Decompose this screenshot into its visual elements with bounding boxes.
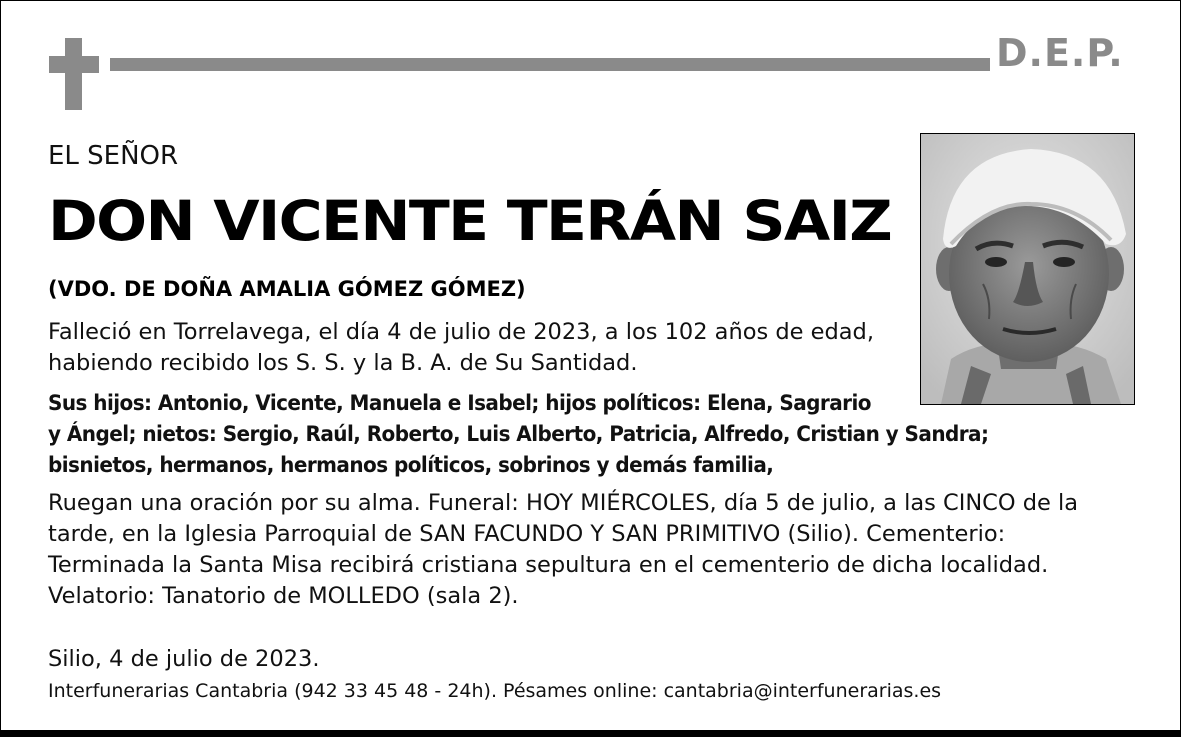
funeral-home-footer: Interfunerarias Cantabria (942 33 45 48 - 24h). Pésames online: cantabria@interfunerarias.es bbox=[48, 680, 942, 702]
death-line: Falleció en Torrelavega, el día 4 de julio de 2023, a los 102 años de edad, bbox=[48, 319, 874, 345]
death-line: habiendo recibido los S. S. y la B. A. de Su Santidad. bbox=[48, 350, 638, 376]
title-prefix: EL SEÑOR bbox=[48, 141, 179, 171]
family-line: y Ángel; nietos: Sergio, Raúl, Roberto, Luis Alberto, Patricia, Alfredo, Cristian y Sandra; bbox=[48, 422, 989, 447]
cross-icon bbox=[49, 38, 99, 110]
family-list bbox=[48, 388, 988, 481]
widower-note: (VDO. DE DOÑA AMALIA GÓMEZ GÓMEZ) bbox=[48, 277, 526, 301]
death-notice bbox=[48, 317, 874, 379]
bottom-border bbox=[1, 730, 1180, 736]
funeral-line: tarde, en la Iglesia Parroquial de SAN FACUNDO Y SAN PRIMITIVO (Silio). Cementerio: bbox=[48, 521, 1006, 547]
funeral-line: Terminada la Santa Misa recibirá cristiana sepultura en el cementerio de dicha localidad. bbox=[48, 552, 1049, 578]
funeral-line: Velatorio: Tanatorio de MOLLEDO (sala 2). bbox=[48, 583, 519, 609]
family-line: bisnietos, hermanos, hermanos políticos, sobrinos y demás familia, bbox=[48, 453, 774, 478]
place-date: Silio, 4 de julio de 2023. bbox=[48, 646, 320, 672]
deceased-name: DON VICENTE TERÁN SAIZ bbox=[48, 189, 892, 253]
dep-label: D.E.P. bbox=[996, 31, 1124, 75]
family-line: Sus hijos: Antonio, Vicente, Manuela e Isabel; hijos políticos: Elena, Sagrario bbox=[48, 391, 871, 416]
portrait-photo bbox=[920, 133, 1135, 405]
header-rule bbox=[110, 58, 990, 71]
funeral-line: Ruegan una oración por su alma. Funeral: HOY MIÉRCOLES, día 5 de julio, a las CINCO de la bbox=[48, 490, 1079, 516]
funeral-details bbox=[48, 488, 1078, 612]
